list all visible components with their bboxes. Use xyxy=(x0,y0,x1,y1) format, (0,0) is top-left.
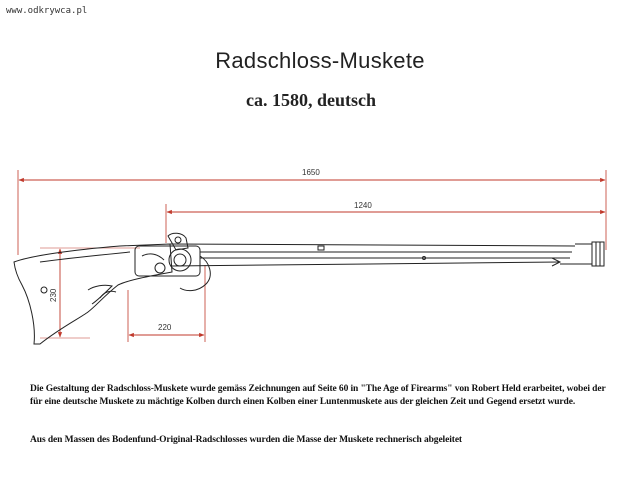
barrel-end xyxy=(560,244,592,264)
stock-height-dimension xyxy=(40,248,140,338)
description-paragraph-2: Aus den Massen des Bodenfund-Original-Radschlosses wurden die Masse der Muskete rechnerisch abgeleitet xyxy=(30,435,463,445)
barrel-top-line xyxy=(170,244,575,246)
barrel-length-label: 1240 xyxy=(354,201,372,210)
forestock-bottom-line xyxy=(172,262,560,266)
musket-outline xyxy=(14,233,604,344)
wheellock-mechanism xyxy=(135,233,210,290)
drawing-subtitle: ca. 1580, deutsch xyxy=(246,90,376,110)
grip-length-label: 220 xyxy=(158,323,172,332)
trigger xyxy=(100,291,116,298)
drawing-title: Radschloss-Muskete xyxy=(215,48,425,73)
watermark-text: www.odkrywca.pl xyxy=(6,6,88,16)
grip-length-dimension xyxy=(128,265,205,342)
barrel-sight xyxy=(318,246,324,250)
muzzle xyxy=(592,242,604,266)
barrel-length-dimension xyxy=(166,201,605,243)
stock xyxy=(14,244,172,344)
overall-length-label: 1650 xyxy=(302,168,320,177)
overall-length-dimension xyxy=(18,168,606,255)
stock-height-label: 230 xyxy=(49,288,58,302)
description-paragraph-1: Die Gestaltung der Radschloss-Muskete wurde gemäss Zeichnungen auf Seite 60 in "The Age of Firearms" von Robert Held erarbeitet, wobei der für eine deutsche Muskete zu mächtige Kolben durch einen Kolben einer Luntenmuskete aus der gleichen Zeit und Gegend ersetzt wurde. xyxy=(30,384,606,407)
stock-pin xyxy=(41,287,47,293)
